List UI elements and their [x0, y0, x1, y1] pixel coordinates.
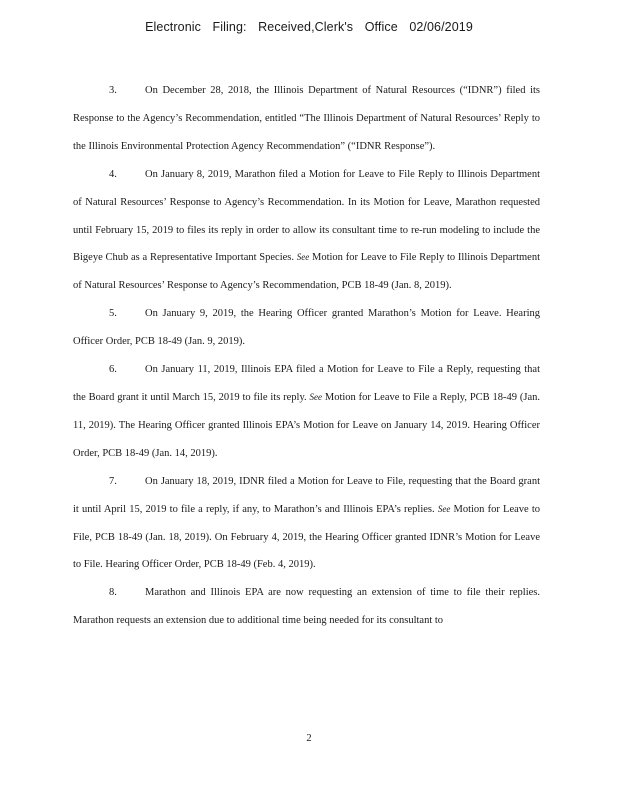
paragraph-number: 5. [109, 308, 117, 320]
document-body [73, 77, 540, 635]
paragraph-text: On January 9, 2019, the Hearing Officer granted Marathon’s Motion for Leave. Hearing Officer Order, PCB 18-49 (Jan. 9, 2019). [73, 308, 540, 348]
paragraph-3 [73, 77, 540, 161]
paragraph-number: 3. [109, 85, 117, 96]
paragraph-4 [73, 161, 540, 301]
page-number: 2 [306, 733, 312, 744]
paragraph-number: 6. [109, 364, 117, 376]
paragraph-text: On January 8, 2019, Marathon filed a Motion for Leave to File Reply to Illinois Department of Natural Resources’ Response to Agency’s Recommendation. In its Motion for Leave, Marathon requested until February 15, 2019 to files its reply in order to allow its consultant time to re-run modeling to include the Bigeye Chub as a Representative Important Species. [73, 168, 540, 264]
paragraph-text: On January 11, 2019, Illinois EPA filed a Motion for Leave to File a Reply, requesting that the Board grant it until March 15, 2019 to file its reply. [73, 364, 540, 403]
see-signal: See [309, 391, 323, 402]
paragraph-text-continued: Motion for Leave to File Reply to Illinois Department of Natural Resources’ Response to Agency’s Recommendation, PCB 18-49 (Jan. 8, 2019). [73, 252, 540, 292]
paragraph-6 [73, 356, 540, 468]
paragraph-text: Marathon and Illinois EPA are now requesting an extension of time to file their replies. Marathon requests an extension due to additional time being needed for its consultant to [73, 587, 540, 627]
paragraph-5 [73, 300, 540, 356]
see-signal: See [296, 252, 310, 263]
see-signal: See [437, 503, 451, 514]
paragraph-text: On December 28, 2018, the Illinois Department of Natural Resources (“IDNR”) filed its Response to the Agency’s Recommendation, entitled “The Illinois Department of Natural Resources’ Reply to the Illinois Environmental Protection Agency Recommendation” (“IDNR Response”). [73, 85, 540, 152]
paragraph-text-continued: Motion for Leave to File, PCB 18-49 (Jan. 18, 2019). On February 4, 2019, the Hearing Officer granted IDNR’s Motion for Leave to File. Hearing Officer Order, PCB 18-49 (Feb. 4, 2019). [73, 503, 541, 571]
paragraph-text-continued: Motion for Leave to File a Reply, PCB 18-49 (Jan. 11, 2019). The Hearing Officer granted Illinois EPA’s Motion for Leave on January 14, 2019. Hearing Officer Order, PCB 18-49 (Jan. 14, 2019). [73, 391, 541, 459]
filing-stamp-header: Electronic Filing: Received,Clerk's Office 02/06/2019 [145, 20, 473, 34]
paragraph-number: 8. [109, 587, 117, 599]
paragraph-number: 7. [109, 475, 117, 487]
paragraph-number: 4. [109, 168, 117, 180]
paragraph-7 [73, 468, 540, 580]
paragraph-8 [73, 579, 540, 635]
paragraph-text: On January 18, 2019, IDNR filed a Motion for Leave to File, requesting that the Board grant it until April 15, 2019 to file a reply, if any, to Marathon’s and Illinois EPA’s replies. [73, 475, 540, 515]
